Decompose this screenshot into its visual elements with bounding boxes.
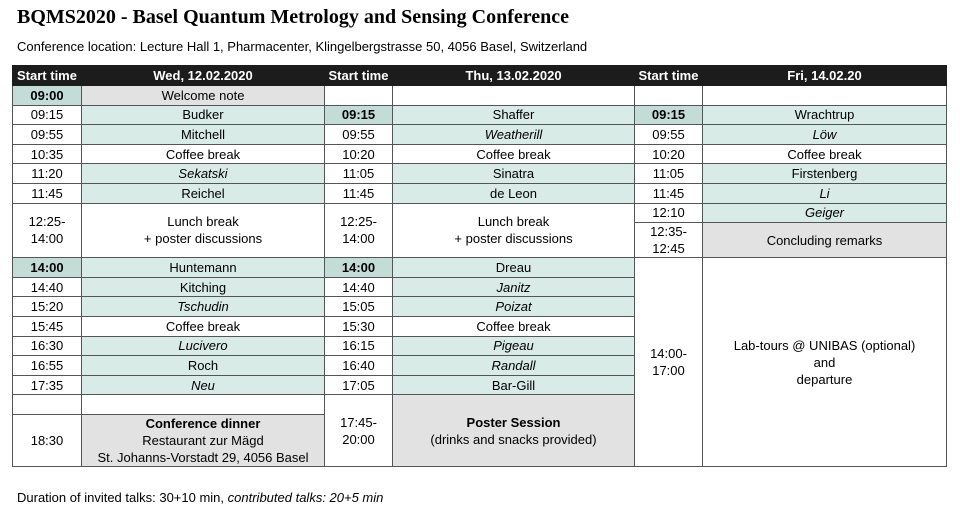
time-cell: 09:15 <box>13 105 82 125</box>
time-cell: 09:55 <box>325 125 393 145</box>
empty-cell <box>703 86 947 106</box>
time-cell: 09:55 <box>635 125 703 145</box>
time-cell: 10:20 <box>635 144 703 164</box>
empty-cell <box>325 86 393 106</box>
break-cell: Coffee break <box>393 144 635 164</box>
talk-cell: Tschudin <box>82 297 325 317</box>
lunch-cell: Lunch break + poster discussions <box>82 203 325 258</box>
time-cell: 10:35 <box>13 144 82 164</box>
empty-cell <box>635 86 703 106</box>
invited-duration: Duration of invited talks: 30+10 min, <box>17 490 225 505</box>
talk-cell: Kitching <box>82 277 325 297</box>
time-cell: 12:25- 14:00 <box>13 203 82 258</box>
thu-header: Thu, 13.02.2020 <box>393 66 635 86</box>
time-cell: 12:10 <box>635 203 703 223</box>
start-time-header: Start time <box>13 66 82 86</box>
schedule-table <box>12 65 947 467</box>
start-time-header: Start time <box>325 66 393 86</box>
break-cell: Coffee break <box>82 316 325 336</box>
talk-cell: Randall <box>393 356 635 376</box>
table-row <box>13 125 947 145</box>
table-row <box>13 164 947 184</box>
time-cell: 09:00 <box>13 86 82 106</box>
time-cell: 09:15 <box>635 105 703 125</box>
time-cell: 18:30 <box>13 414 82 466</box>
talk-cell: Budker <box>82 105 325 125</box>
empty-cell <box>393 86 635 106</box>
time-cell: 11:45 <box>13 183 82 203</box>
time-cell: 14:00 <box>325 258 393 278</box>
talk-cell: Janitz <box>393 277 635 297</box>
talk-cell: Dreau <box>393 258 635 278</box>
page-title: BQMS2020 - Basel Quantum Metrology and Sensing Conference <box>17 6 570 28</box>
time-cell: 16:15 <box>325 336 393 356</box>
time-cell: 16:30 <box>13 336 82 356</box>
talk-cell: Shaffer <box>393 105 635 125</box>
time-cell: 15:20 <box>13 297 82 317</box>
footer-note <box>17 490 383 505</box>
time-cell: 12:25- 14:00 <box>325 203 393 258</box>
time-cell: 16:55 <box>13 356 82 376</box>
lab-tours-cell: Lab-tours @ UNIBAS (optional) and departure <box>703 258 947 467</box>
table-row <box>13 86 947 106</box>
conference-location: Conference location: Lecture Hall 1, Pharmacenter, Klingelbergstrasse 50, 4056 Basel, Switzerland <box>17 39 588 54</box>
time-cell: 14:40 <box>325 277 393 297</box>
talk-cell: Neu <box>82 375 325 395</box>
time-cell: 14:40 <box>13 277 82 297</box>
table-row <box>13 144 947 164</box>
talk-cell: Poizat <box>393 297 635 317</box>
talk-cell: Pigeau <box>393 336 635 356</box>
table-row <box>13 105 947 125</box>
time-cell: 11:05 <box>635 164 703 184</box>
time-cell: 11:45 <box>635 183 703 203</box>
break-cell: Coffee break <box>393 316 635 336</box>
contributed-duration: contributed talks: 20+5 min <box>227 490 384 505</box>
empty-cell <box>13 395 82 415</box>
time-cell: 11:20 <box>13 164 82 184</box>
time-cell: 17:35 <box>13 375 82 395</box>
talk-cell: Geiger <box>703 203 947 223</box>
table-row <box>13 203 947 223</box>
talk-cell: Li <box>703 183 947 203</box>
start-time-header: Start time <box>635 66 703 86</box>
talk-cell: Reichel <box>82 183 325 203</box>
fri-header: Fri, 14.02.20 <box>703 66 947 86</box>
time-cell: 17:45- 20:00 <box>325 395 393 467</box>
lunch-cell: Lunch break + poster discussions <box>393 203 635 258</box>
time-cell: 15:45 <box>13 316 82 336</box>
talk-cell: Firstenberg <box>703 164 947 184</box>
table-row <box>13 258 947 278</box>
talk-cell: Lucivero <box>82 336 325 356</box>
time-cell: 14:00- 17:00 <box>635 258 703 467</box>
talk-cell: de Leon <box>393 183 635 203</box>
time-cell: 14:00 <box>13 258 82 278</box>
wed-header: Wed, 12.02.2020 <box>82 66 325 86</box>
time-cell: 16:40 <box>325 356 393 376</box>
break-cell: Coffee break <box>703 144 947 164</box>
time-cell: 09:55 <box>13 125 82 145</box>
table-row <box>13 183 947 203</box>
time-cell: 15:30 <box>325 316 393 336</box>
time-cell: 10:20 <box>325 144 393 164</box>
talk-cell: Weatherill <box>393 125 635 145</box>
talk-cell: Wrachtrup <box>703 105 947 125</box>
talk-cell: Sekatski <box>82 164 325 184</box>
time-cell: 12:35- 12:45 <box>635 223 703 258</box>
empty-cell <box>82 395 325 415</box>
closing-cell: Concluding remarks <box>703 223 947 258</box>
talk-cell: Bar-Gill <box>393 375 635 395</box>
session-cell: Welcome note <box>82 86 325 106</box>
time-cell: 11:45 <box>325 183 393 203</box>
time-cell: 09:15 <box>325 105 393 125</box>
talk-cell: Roch <box>82 356 325 376</box>
time-cell: 17:05 <box>325 375 393 395</box>
time-cell: 15:05 <box>325 297 393 317</box>
talk-cell: Mitchell <box>82 125 325 145</box>
talk-cell: Löw <box>703 125 947 145</box>
dinner-cell: Conference dinner Restaurant zur Mägd St. Johanns-Vorstadt 29, 4056 Basel <box>82 414 325 466</box>
header-row <box>13 66 947 86</box>
poster-session-cell: Poster Session (drinks and snacks provided) <box>393 395 635 467</box>
break-cell: Coffee break <box>82 144 325 164</box>
time-cell: 11:05 <box>325 164 393 184</box>
talk-cell: Huntemann <box>82 258 325 278</box>
talk-cell: Sinatra <box>393 164 635 184</box>
